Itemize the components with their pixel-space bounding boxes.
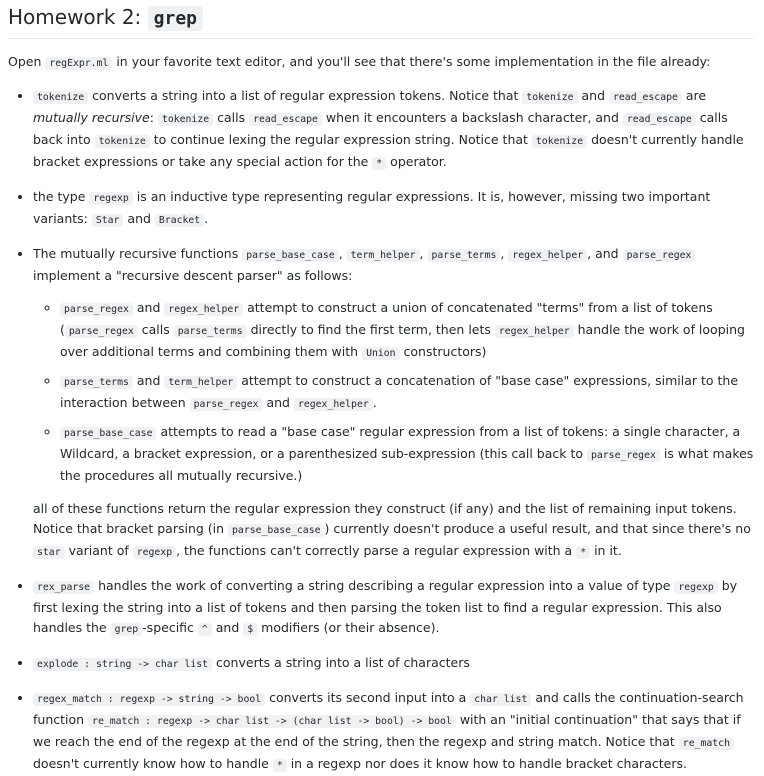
text: ) currently doesn't produce a useful result, and that since there's no — [324, 521, 751, 536]
inline-code: parse_regex — [587, 449, 660, 462]
text: attempt to construct a concatenation of "base case" expressions, similar to the interaction between — [60, 373, 739, 410]
inline-code: star — [33, 546, 65, 559]
inline-code: explode : string -> char list — [33, 658, 212, 671]
inline-code: read_escape — [249, 113, 322, 126]
text: , — [500, 246, 509, 261]
text: . — [204, 211, 209, 226]
inline-code: * — [576, 546, 590, 559]
sublist-item-parse-base-case — [60, 422, 754, 486]
inline-code: tokenize — [95, 135, 150, 148]
text: , — [338, 246, 347, 261]
inline-code: Union — [362, 347, 400, 360]
inline-code: rex_parse — [33, 581, 94, 594]
inline-code: regex_helper — [508, 249, 587, 262]
inline-code: regex_helper — [294, 398, 373, 411]
text: is an inductive type representing regular expressions. It is, however, missing two important variants: — [33, 189, 711, 226]
text: implement a "recursive descent parser" as follows: — [33, 268, 353, 283]
inline-code: parse_terms — [60, 376, 133, 389]
inline-code: parse_regex — [65, 325, 138, 338]
text: in a regexp nor does it know how to handle bracket characters. — [286, 756, 687, 771]
text: converts its second input into a — [265, 690, 471, 705]
text: converts a string into a list of regular expression tokens. Notice that — [88, 88, 523, 103]
inline-code: Star — [92, 214, 124, 227]
list-item-rex-parse — [33, 576, 754, 640]
text: handle the work of looping over additional terms and combining them with — [60, 322, 745, 359]
inline-code: tokenize — [158, 113, 213, 126]
inline-code: * — [273, 759, 287, 772]
text: calls — [137, 322, 174, 337]
text: and — [123, 211, 155, 226]
text: attempt to construct a union of concatenated "terms" from a list of tokens ( — [60, 300, 713, 337]
title-code: grep — [148, 6, 203, 31]
intro-paragraph — [8, 52, 754, 74]
filename-code: regExpr.ml — [45, 57, 112, 70]
text: and — [132, 300, 165, 315]
text: is what makes the procedures all mutually recursive.) — [60, 446, 754, 483]
text: calls back into — [33, 110, 728, 147]
inline-code: Bracket — [155, 214, 204, 227]
inline-code: parse_terms — [174, 325, 247, 338]
inline-code: parse_terms — [428, 249, 501, 262]
text: and — [577, 88, 610, 103]
text: when it encounters a backslash character, and — [321, 110, 623, 125]
text: . — [372, 395, 377, 410]
inline-code: ^ — [198, 623, 212, 636]
inline-code: $ — [243, 623, 257, 636]
parser-note — [33, 499, 754, 563]
inline-code: grep — [111, 623, 143, 636]
text: operator. — [386, 154, 447, 169]
text: the type — [33, 189, 90, 204]
inline-code: parse_regex — [60, 303, 133, 316]
text: , and — [587, 246, 623, 261]
text: converts a string into a list of characters — [212, 655, 470, 670]
text: doesn't currently handle bracket expressions or take any special action for the — [33, 132, 744, 169]
text: directly to find the first term, then lets — [246, 322, 495, 337]
parser-sublist — [33, 298, 754, 486]
inline-code: parse_base_case — [60, 427, 156, 440]
text: -specific — [142, 620, 198, 635]
function-list — [8, 86, 754, 776]
sublist-item-parse-regex — [60, 298, 754, 364]
text: , — [419, 246, 428, 261]
text: , the functions can't correctly parse a regular expression with a — [176, 543, 577, 558]
inline-code: * — [372, 157, 386, 170]
list-item-regexp-type — [33, 187, 754, 231]
text: attempts to read a "base case" regular expression from a list of tokens: a single character, a Wildcard, a bracket expression, or a parenthesized sub-expression (this call back to — [60, 424, 741, 461]
text: : — [149, 110, 158, 125]
list-item-parser — [33, 244, 754, 563]
inline-code: tokenize — [532, 135, 587, 148]
inline-code: regex_helper — [495, 325, 574, 338]
text: in it. — [590, 543, 622, 558]
text: in your favorite text editor, and you'll see that there's some implementation in the file already: — [112, 54, 711, 69]
inline-code: term_helper — [347, 249, 420, 262]
inline-code: regexp — [674, 581, 717, 594]
inline-code: re_match : regexp -> char list -> (char list -> bool) -> bool — [88, 715, 456, 728]
inline-code: regex_helper — [164, 303, 243, 316]
inline-code: read_escape — [609, 91, 682, 104]
text: constructors) — [399, 344, 487, 359]
inline-code: regexp — [133, 546, 176, 559]
text: Open — [8, 54, 46, 69]
list-item-tokenize — [33, 86, 754, 174]
text: calls — [213, 110, 250, 125]
inline-code: regexp — [89, 192, 132, 205]
inline-code: read_escape — [623, 113, 696, 126]
inline-code: regex_match : regexp -> string -> bool — [33, 693, 265, 706]
emphasis: mutually recursive — [33, 110, 150, 125]
inline-code: parse_base_case — [242, 249, 338, 262]
list-item-regex-match — [33, 688, 754, 776]
inline-code: re_match — [679, 737, 734, 750]
inline-code: term_helper — [164, 376, 237, 389]
text: with an "initial continuation" that says that if we reach the end of the regexp at the end of the string, then the regexp and string match. Notice that — [33, 712, 741, 749]
text: to continue lexing the regular expression string. Notice that — [149, 132, 532, 147]
inline-code: parse_regex — [623, 249, 696, 262]
inline-code: tokenize — [33, 91, 88, 104]
inline-code: tokenize — [522, 91, 577, 104]
text: by first lexing the string into a list of tokens and then parsing the token list to find a regular expression. This also handles the — [33, 578, 738, 635]
text: handles the work of converting a string describing a regular expression into a value of type — [94, 578, 675, 593]
text: variant of — [64, 543, 133, 558]
inline-code: parse_regex — [190, 398, 263, 411]
inline-code: char list — [470, 693, 531, 706]
text: modifiers (or their absence). — [257, 620, 440, 635]
page-title — [8, 0, 754, 39]
text: are — [681, 88, 707, 103]
list-item-explode — [33, 653, 754, 675]
text: doesn't currently know how to handle — [33, 756, 273, 771]
text: and — [262, 395, 294, 410]
title-text: Homework 2: — [8, 5, 142, 29]
text: and calls the continuation-search function — [33, 690, 744, 727]
inline-code: parse_base_case — [228, 524, 324, 537]
text: and — [211, 620, 244, 635]
text: all of these functions return the regular expression they construct (if any) and the list of remaining input tokens. Notice that bracket parsing (in — [33, 501, 737, 536]
text: The mutually recursive functions — [33, 246, 243, 261]
text: and — [132, 373, 165, 388]
sublist-item-parse-terms — [60, 371, 754, 415]
